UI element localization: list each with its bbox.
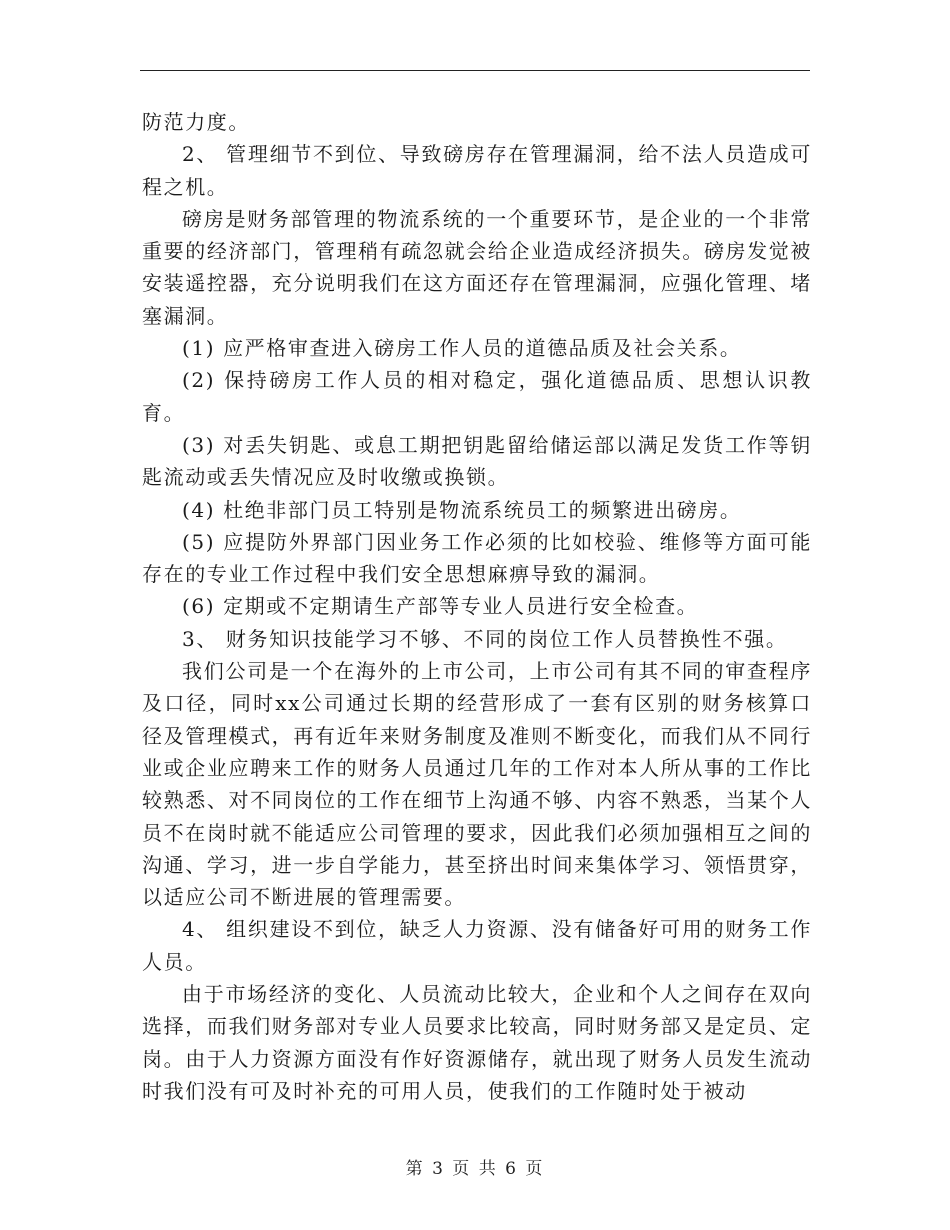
paragraph: 磅房是财务部管理的物流系统的一个重要环节，是企业的一个非常重要的经济部门，管理稍有疏忽就会给企业造成经济损失。磅房发觉被安装遥控器，充分说明我们在这方面还存在管理漏洞，应强化管理、堵塞漏洞。: [142, 206, 812, 328]
page-footer: 第 3 页 共 6 页: [405, 1159, 545, 1179]
paragraph: (4) 杜绝非部门员工特别是物流系统员工的频繁进出磅房。: [182, 497, 742, 522]
header-rule: [140, 70, 810, 71]
paragraph: (6) 定期或不定期请生产部等专业人员进行安全检查。: [182, 594, 699, 619]
body-text: [142, 106, 812, 1107]
paragraph: (3) 对丢失钥匙、或息工期把钥匙留给储运部以满足发货工作等钥匙流动或丢失情况应及时收缴或换锁。: [142, 432, 812, 490]
paragraph: 防范力度。: [142, 110, 250, 134]
paragraph: 4、 组织建设不到位，缺乏人力资源、没有储备好可用的财务工作人员。: [142, 917, 812, 974]
paragraph: (5) 应提防外界部门因业务工作必须的比如校验、维修等方面可能存在的专业工作过程中我们安全思想麻痹导致的漏洞。: [142, 529, 812, 587]
paragraph: 由于市场经济的变化、人员流动比较大，企业和个人之间存在双向选择，而我们财务部对专业人员要求比较高，同时财务部又是定员、定岗。由于人力资源方面没有作好资源储存，就出现了财务人员发生流动时我们没有可及时补充的可用人员，使我们的工作随时处于被动: [142, 982, 812, 1103]
paragraph: (2) 保持磅房工作人员的相对稳定，强化道德品质、思想认识教育。: [142, 368, 812, 425]
paragraph: 2、 管理细节不到位、导致磅房存在管理漏洞，给不法人员造成可程之机。: [142, 142, 812, 199]
paragraph: (1) 应严格审查进入磅房工作人员的道德品质及社会关系。: [182, 336, 742, 361]
paragraph: 3、 财务知识技能学习不够、不同的岗位工作人员替换性不强。: [182, 626, 788, 651]
paragraph: 我们公司是一个在海外的上市公司，上市公司有其不同的审查程序及口径，同时xx公司通过长期的经营形成了一套有区别的财务核算口径及管理模式，再有近年来财务制度及准则不断变化，而我们从不同行业或企业应聘来工作的财务人员通过几年的工作对本人所从事的工作比较熟悉、对不同岗位的工作在细节上沟通不够、内容不熟悉，当某个人员不在岗时就不能适应公司管理的要求，因此我们必须加强相互之间的沟通、学习，进一步自学能力，甚至挤出时间来集体学习、领悟贯穿，以适应公司不断进展的管理需要。: [142, 659, 812, 910]
